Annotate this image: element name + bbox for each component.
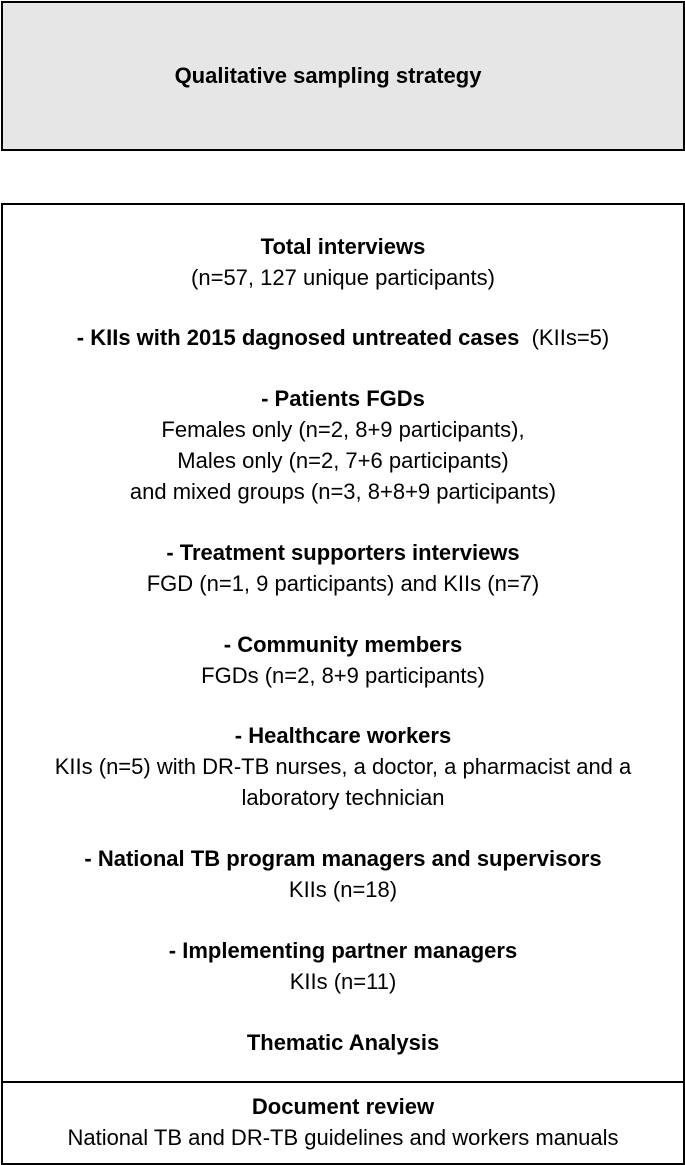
ntp-managers-heading: - National TB program managers and supervisors [84, 846, 602, 871]
document-review-block [3, 1091, 683, 1153]
total-interviews-heading: Total interviews [260, 234, 426, 259]
healthcare-workers-block [3, 720, 683, 813]
healthcare-workers-line: laboratory technician [241, 785, 445, 810]
patients-fgds-line: Females only (n=2, 8+9 participants), [161, 417, 525, 442]
partner-managers-block [3, 935, 683, 997]
patients-fgds-line: Males only (n=2, 7+6 participants) [177, 448, 509, 473]
treatment-supporters-heading: - Treatment supporters interviews [166, 540, 520, 565]
header-box [1, 1, 685, 151]
treatment-supporters-block [3, 537, 683, 599]
partner-managers-heading: - Implementing partner managers [168, 938, 518, 963]
total-interviews-detail: (n=57, 127 unique participants) [191, 265, 495, 290]
community-members-block [3, 629, 683, 691]
thematic-analysis-label: Thematic Analysis [246, 1030, 440, 1055]
partner-managers-line: KIIs (n=11) [289, 969, 397, 994]
ntp-managers-block [3, 843, 683, 905]
document-review-heading: Document review [251, 1094, 435, 1119]
patients-fgds-line: and mixed groups (n=3, 8+8+9 participants) [129, 479, 557, 504]
total-interviews-block [3, 231, 683, 293]
thematic-analysis-block [3, 1027, 683, 1058]
document-review-detail: National TB and DR-TB guidelines and workers manuals [67, 1125, 619, 1150]
healthcare-workers-line: KIIs (n=5) with DR-TB nurses, a doctor, a pharmacist and a [54, 754, 632, 779]
treatment-supporters-line: FGD (n=1, 9 participants) and KIIs (n=7) [146, 571, 540, 596]
interviews-box [1, 203, 685, 1083]
kii-untreated-heading: - KIIs with 2015 dagnosed untreated cases [76, 325, 520, 350]
patients-fgds-heading: - Patients FGDs [261, 386, 425, 411]
kii-untreated-note: (KIIs=5) [531, 325, 610, 350]
document-review-box [1, 1081, 685, 1165]
healthcare-workers-heading: - Healthcare workers [234, 723, 452, 748]
ntp-managers-line: KIIs (n=18) [288, 877, 398, 902]
community-members-line: FGDs (n=2, 8+9 participants) [201, 663, 485, 688]
community-members-heading: - Community members [223, 632, 463, 657]
patients-fgds-block [3, 383, 683, 507]
diagram-title: Qualitative sampling strategy [174, 63, 482, 88]
kii-untreated-block [3, 322, 683, 353]
